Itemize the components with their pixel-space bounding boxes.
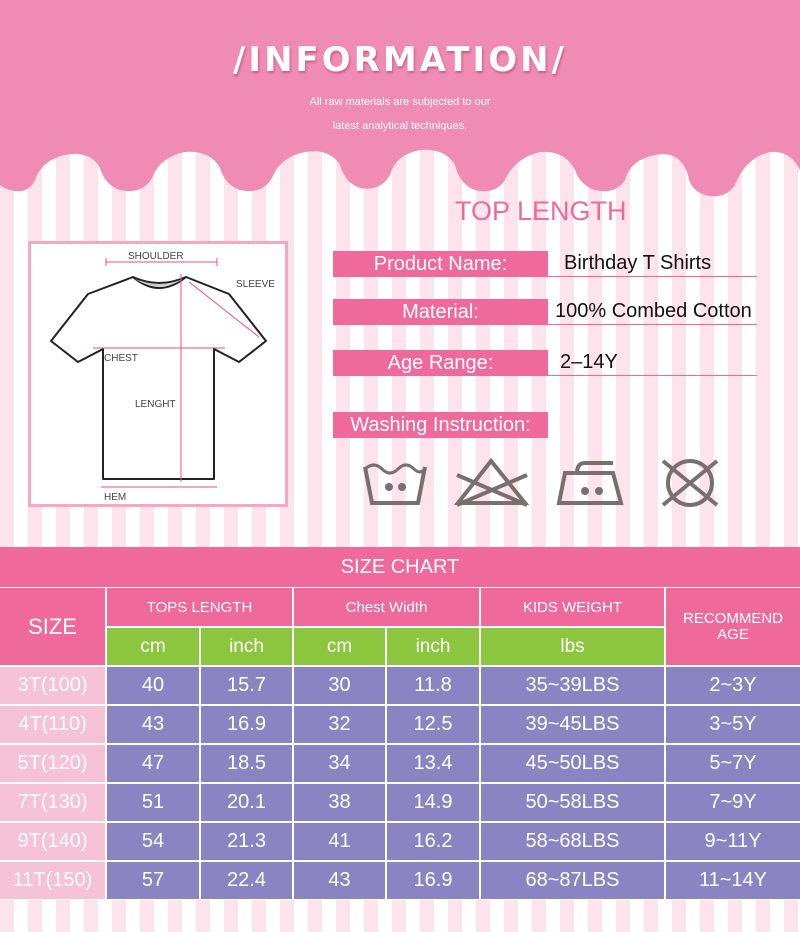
wash-40-icon [360,455,430,510]
age-range-underline [333,375,757,376]
sleeve-label: SLEEVE [236,279,275,290]
tops-length-inch-cell: 22.4 [201,862,292,899]
chest-width-cm-cell: 32 [294,706,385,743]
tops-length-inch-cell: 18.5 [201,745,292,782]
tops-length-header: TOPS LENGTH [107,588,292,626]
material-underline [333,324,757,325]
size-cell: 4T(110) [0,706,105,743]
tops-length-cm-cell: 57 [107,862,199,899]
tops-length-cm-cell: 54 [107,823,199,860]
header-subtitle-line1: All raw materials are subjected to our [309,96,491,108]
product-name-value: Birthday T Shirts [564,252,712,274]
kids-weight-lbs-header: lbs [481,628,664,665]
kids-weight-cell: 68~87LBS [481,862,664,899]
recommend-age-cell: 2~3Y [666,667,800,704]
tops-length-cm-cell: 40 [107,667,199,704]
chest-width-inch-header: inch [387,628,479,665]
recommend-age-cell: 7~9Y [666,784,800,821]
tops-length-cm-cell: 43 [107,706,199,743]
hem-label: HEM [104,492,127,503]
size-cell: 3T(100) [0,667,105,704]
chest-label: CHEST [104,353,138,364]
tops-length-inch-header: inch [201,628,292,665]
chest-width-cm-cell: 34 [294,745,385,782]
recommend-age-cell: 9~11Y [666,823,800,860]
tops-length-cm-cell: 51 [107,784,199,821]
recommend-age-cell: 3~5Y [666,706,800,743]
recommend-age-cell: 5~7Y [666,745,800,782]
chest-width-cm-cell: 41 [294,823,385,860]
size-cell: 9T(140) [0,823,105,860]
shoulder-label: SHOULDER [128,251,184,262]
recommend-age-cell: 11~14Y [666,862,800,899]
header-title: /INFORMATION/ [233,40,567,80]
no-dryclean-icon [655,455,725,510]
iron-medium-icon [555,455,627,510]
kids-weight-cell: 39~45LBS [481,706,664,743]
recommend-age-header: RECOMMEND AGE [666,588,800,665]
length-label: LENGHT [135,399,176,410]
chest-width-cm-cell: 30 [294,667,385,704]
age-range-value: 2–14Y [560,351,618,373]
chest-width-inch-cell: 14.9 [387,784,479,821]
tshirt-diagram [28,241,288,507]
chest-width-inch-cell: 11.8 [387,667,479,704]
size-header: SIZE [0,588,105,665]
product-name-label: Product Name: [333,251,548,277]
chest-width-inch-cell: 16.9 [387,862,479,899]
kids-weight-cell: 35~39LBS [481,667,664,704]
age-range-label: Age Range: [333,350,548,376]
washing-instruction-label: Washing Instruction: [333,412,548,438]
bottom-stripes [0,900,800,932]
chest-width-inch-cell: 13.4 [387,745,479,782]
no-bleach-icon [453,455,533,510]
header-subtitle-line2: latest analytical techniques. [332,120,468,132]
chest-width-inch-cell: 12.5 [387,706,479,743]
chest-width-inch-cell: 16.2 [387,823,479,860]
tops-length-inch-cell: 15.7 [201,667,292,704]
size-cell: 11T(150) [0,862,105,899]
size-chart-title: SIZE CHART [0,547,800,587]
section-title: TOP LENGTH [455,196,627,226]
kids-weight-cell: 50~58LBS [481,784,664,821]
chest-width-cm-cell: 38 [294,784,385,821]
kids-weight-cell: 45~50LBS [481,745,664,782]
kids-weight-cell: 58~68LBS [481,823,664,860]
chest-width-cm-cell: 43 [294,862,385,899]
tops-length-cm-header: cm [107,628,199,665]
washing-icons [355,455,755,515]
size-cell: 7T(130) [0,784,105,821]
chest-width-cm-header: cm [294,628,385,665]
size-cell: 5T(120) [0,745,105,782]
tops-length-inch-cell: 20.1 [201,784,292,821]
tops-length-cm-cell: 47 [107,745,199,782]
material-label: Material: [333,299,548,325]
chest-width-header: Chest Width [294,588,479,626]
product-name-underline [333,276,757,277]
tops-length-inch-cell: 16.9 [201,706,292,743]
kids-weight-header: KIDS WEIGHT [481,588,664,626]
material-value: 100% Combed Cotton [555,300,752,322]
tops-length-inch-cell: 21.3 [201,823,292,860]
